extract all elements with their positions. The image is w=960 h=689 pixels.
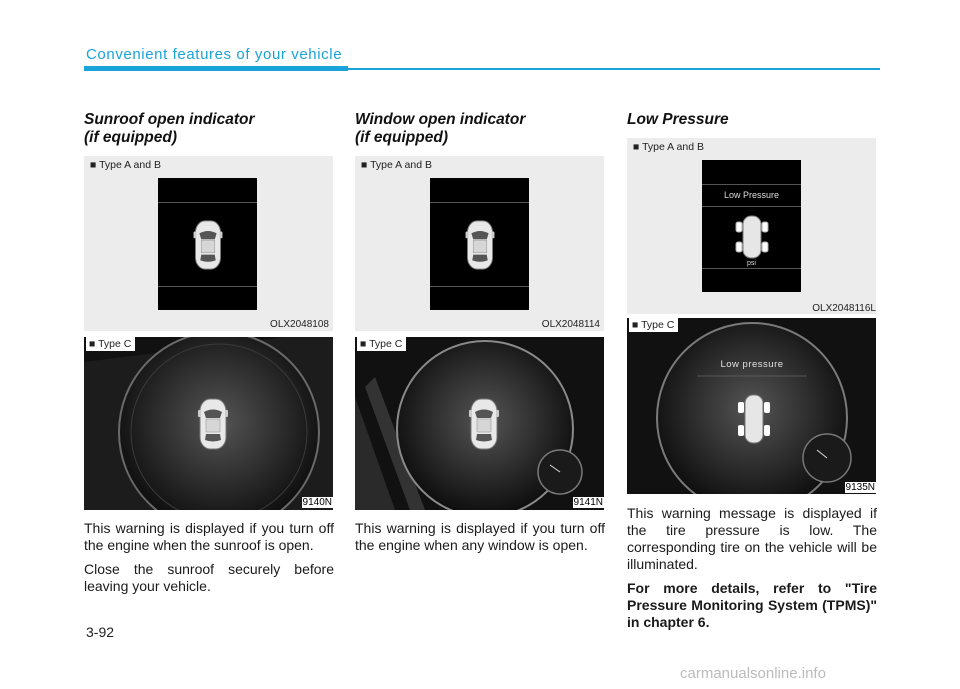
sunroof-type-ab-figure (84, 156, 333, 331)
window-title-line1: Window open indicator (355, 111, 526, 128)
window-type-ab-label: ■ Type A and B (361, 159, 432, 171)
car-top-icon (465, 218, 495, 272)
low-pressure-display-screen (702, 160, 801, 292)
window-display-screen (430, 178, 529, 310)
car-top-icon (198, 395, 228, 453)
window-type-c-code: 9141N (573, 497, 603, 508)
low-pressure-type-c-code: 9135N (845, 482, 875, 493)
tire-pressure-car-icon (735, 214, 769, 260)
chapter-header-title: Convenient features of your vehicle (86, 46, 343, 63)
low-pressure-type-ab-figure (627, 138, 876, 314)
low-pressure-title-line1: Low Pressure (627, 111, 729, 128)
header-rule-thick (84, 66, 348, 71)
tire-pressure-car-icon (737, 393, 771, 445)
car-top-icon (193, 218, 223, 272)
window-section-title (355, 111, 525, 147)
sunroof-type-c-figure (84, 337, 333, 510)
low-pressure-paragraph-1: This warning message is displayed if the tire pressure is low. The corresponding tire on the vehicle will be illuminated. (627, 505, 877, 572)
window-type-c-label: ■ Type C (357, 337, 406, 351)
sunroof-type-c-label: ■ Type C (86, 337, 135, 351)
header-rule-thin (348, 68, 880, 70)
sunroof-display-screen (158, 178, 257, 310)
sunroof-paragraph-1: This warning is displayed if you turn off the engine when the sunroof is open. (84, 520, 334, 553)
car-top-icon (469, 395, 499, 453)
low-pressure-type-c-figure (627, 318, 876, 494)
low-pressure-type-ab-code: OLX2048116L (812, 303, 876, 314)
low-pressure-screen-text: Low Pressure (723, 190, 780, 200)
watermark[interactable]: carmanualsonline.info (680, 665, 826, 682)
window-paragraph-1: This warning is displayed if you turn off the engine when any window is open. (355, 520, 605, 553)
window-type-ab-code: OLX2048114 (541, 319, 600, 330)
sunroof-type-c-code: 9140N (302, 497, 332, 508)
sunroof-title-line2: (if equipped) (84, 129, 177, 146)
low-pressure-body-text (627, 505, 877, 638)
window-type-ab-figure (355, 156, 604, 331)
sunroof-title-line1: Sunroof open indicator (84, 111, 255, 128)
low-pressure-type-ab-label: ■ Type A and B (633, 141, 704, 153)
low-pressure-cluster-text: Low pressure (720, 359, 784, 370)
sunroof-section-title (84, 111, 255, 147)
window-body-text (355, 520, 605, 561)
low-pressure-note: For more details, refer to "Tire Pressure Monitoring System (TPMS)" in chapter 6. (627, 580, 877, 630)
low-pressure-unit: psi (747, 260, 756, 267)
sunroof-type-ab-code: OLX2048108 (270, 319, 329, 330)
low-pressure-section-title (627, 111, 729, 129)
page-number: 3-92 (86, 624, 115, 640)
sunroof-type-ab-label: ■ Type A and B (90, 159, 161, 171)
window-title-line2: (if equipped) (355, 129, 448, 146)
sunroof-body-text (84, 520, 334, 602)
window-type-c-figure (355, 337, 604, 510)
low-pressure-type-c-label: ■ Type C (629, 318, 678, 332)
sunroof-paragraph-2: Close the sunroof securely before leaving your vehicle. (84, 561, 334, 594)
